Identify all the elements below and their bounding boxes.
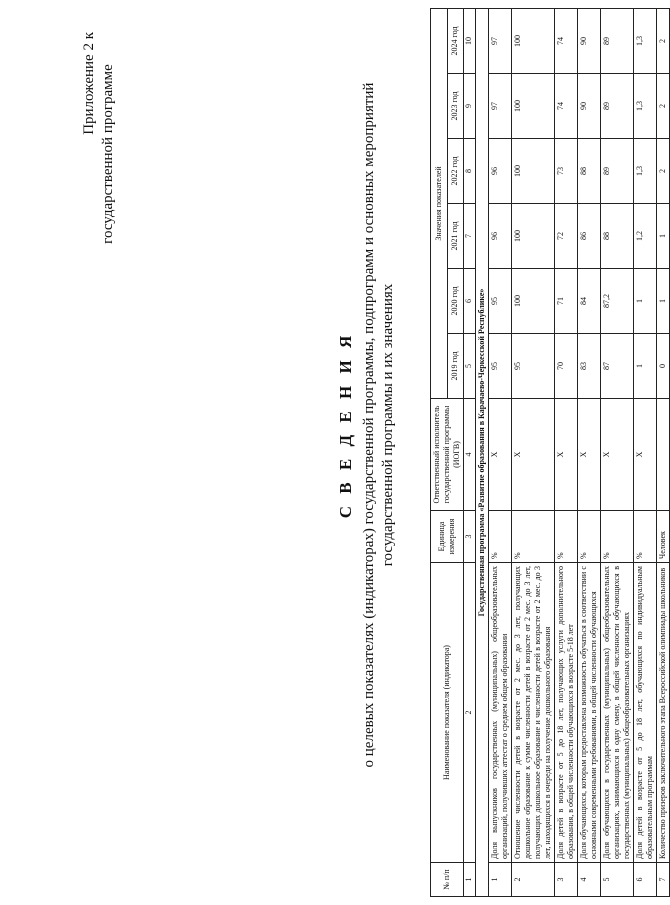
program-title-row <box>476 8 489 896</box>
value-cell: 87 <box>601 334 634 399</box>
value-cell: 84 <box>578 269 601 334</box>
column-number: 4 <box>464 399 476 511</box>
value-cell: 2 <box>657 8 670 73</box>
appendix-line-2: государственной программе <box>100 64 116 244</box>
table-row <box>555 8 578 896</box>
appendix-line-1: Приложение 2 к <box>81 32 97 135</box>
value-cell: 74 <box>555 74 578 139</box>
unit-cell: % <box>489 511 512 563</box>
column-number: 2 <box>464 563 476 863</box>
row-number: 5 <box>601 863 634 897</box>
value-cell: 88 <box>578 139 601 204</box>
indicator-name: Количество призеров заключительного этапа Всероссийской олимпиады школьников <box>657 563 670 863</box>
row-number: 1 <box>489 863 512 897</box>
executor-cell: X <box>489 399 512 511</box>
row-number: 7 <box>657 863 670 897</box>
column-number: 7 <box>464 204 476 269</box>
value-cell: 95 <box>489 334 512 399</box>
table-row <box>601 8 634 896</box>
executor-cell <box>657 399 670 511</box>
indicators-table <box>430 8 670 897</box>
value-cell: 1 <box>634 269 657 334</box>
value-cell: 74 <box>555 8 578 73</box>
indicator-name: Доля обучающихся в государственных (муниципальных) общеобразовательных организациях, занимающихся в одну смену, в общей численности обучающихся в государственных (муниципальных) общеобразовательных организациях <box>601 563 634 863</box>
table-row <box>512 8 555 896</box>
appendix-note <box>80 24 118 284</box>
value-cell: 2 <box>657 74 670 139</box>
value-cell: 90 <box>578 74 601 139</box>
header-name: Наименование показателя (индикатора) <box>431 563 464 863</box>
executor-cell: X <box>578 399 601 511</box>
header-year: 2021 год <box>447 204 464 269</box>
value-cell: 100 <box>512 139 555 204</box>
document-title <box>336 65 398 785</box>
header-year: 2020 год <box>447 269 464 334</box>
column-number: 3 <box>464 511 476 563</box>
value-cell: 100 <box>512 204 555 269</box>
row-number: 2 <box>512 863 555 897</box>
value-cell: 86 <box>578 204 601 269</box>
executor-cell: X <box>555 399 578 511</box>
header-year: 2019 год <box>447 334 464 399</box>
value-cell: 89 <box>601 8 634 73</box>
value-cell: 1 <box>657 204 670 269</box>
indicator-name: Доля детей в возрасте от 5 до 18 лет, получающих услуги дополнительного образования, в общей численности обучающихся в возрасте 5-18 лет <box>555 563 578 863</box>
title-line-1: о целевых показателях (индикаторах) государственной программы, подпрограмм и основных мероприятий <box>361 82 377 768</box>
unit-cell: % <box>634 511 657 563</box>
value-cell: 89 <box>601 74 634 139</box>
value-cell: 1,3 <box>634 74 657 139</box>
table-row <box>657 8 670 896</box>
unit-cell: % <box>578 511 601 563</box>
unit-cell: % <box>555 511 578 563</box>
value-cell: 70 <box>555 334 578 399</box>
value-cell: 97 <box>489 8 512 73</box>
value-cell: 1,3 <box>634 139 657 204</box>
table-row <box>489 8 512 896</box>
table-row <box>634 8 657 896</box>
table-row <box>578 8 601 896</box>
column-number: 10 <box>464 8 476 73</box>
value-cell: 100 <box>512 8 555 73</box>
row-number: 4 <box>578 863 601 897</box>
value-cell: 1 <box>657 269 670 334</box>
title-line-2: государственной программы и их значениях <box>380 283 396 567</box>
value-cell: 96 <box>489 139 512 204</box>
indicator-name: Доля выпускников государственных (муниципальных) общеобразовательных организаций, получивших аттестат о среднем общем образовании <box>489 563 512 863</box>
header-year: 2024 год <box>447 8 464 73</box>
column-number: 6 <box>464 269 476 334</box>
header-num: № п/п <box>431 863 464 897</box>
executor-cell: X <box>634 399 657 511</box>
value-cell: 95 <box>489 269 512 334</box>
indicator-name: Доля детей в возрасте от 5 до 18 лет, обучающихся по индивидуальным образовательным программам <box>634 563 657 863</box>
header-year: 2023 год <box>447 74 464 139</box>
indicator-name: Доля обучающихся, которым предоставлена возможность обучаться в соответствии с основными современными требованиями, в общей численности обучающихся <box>578 563 601 863</box>
unit-cell: % <box>512 511 555 563</box>
column-number: 5 <box>464 334 476 399</box>
column-number: 8 <box>464 139 476 204</box>
value-cell: 100 <box>512 74 555 139</box>
value-cell: 73 <box>555 139 578 204</box>
title-heading: С В Е Д Е Н И Я <box>336 331 355 519</box>
value-cell: 87,2 <box>601 269 634 334</box>
value-cell: 1 <box>634 334 657 399</box>
header-year: 2022 год <box>447 139 464 204</box>
value-cell: 97 <box>489 74 512 139</box>
value-cell: 72 <box>555 204 578 269</box>
value-cell: 1,2 <box>634 204 657 269</box>
header-unit: Единица измерения <box>431 511 464 563</box>
table-body <box>489 8 670 896</box>
row-number: 6 <box>634 863 657 897</box>
value-cell: 100 <box>512 269 555 334</box>
column-number: 9 <box>464 74 476 139</box>
executor-cell: X <box>601 399 634 511</box>
value-cell: 95 <box>512 334 555 399</box>
column-numbers-row <box>464 8 476 896</box>
value-cell: 90 <box>578 8 601 73</box>
value-cell: 2 <box>657 139 670 204</box>
executor-cell: X <box>512 399 555 511</box>
value-cell: 71 <box>555 269 578 334</box>
program-title: Государственная программа «Развитие образования в Карачаево-Черкесской Республике» <box>476 8 489 896</box>
value-cell: 89 <box>601 139 634 204</box>
header-executor: Ответственный исполнитель государственной программы (ИОГВ) <box>431 399 464 511</box>
unit-cell: Человек <box>657 511 670 563</box>
value-cell: 1,3 <box>634 8 657 73</box>
value-cell: 88 <box>601 204 634 269</box>
value-cell: 96 <box>489 204 512 269</box>
row-number: 3 <box>555 863 578 897</box>
value-cell: 83 <box>578 334 601 399</box>
column-number: 1 <box>464 863 476 897</box>
value-cell: 0 <box>657 334 670 399</box>
header-values-group: Значения показателей <box>431 8 448 398</box>
header-row-1 <box>431 8 448 896</box>
indicator-name: Отношение численности детей в возрасте от 2 мес. до 3 лет, получающих дошкольное образование к сумме численности детей в возрасте от 2 мес. до 3 лет, получающих дошкольное образование и численности детей в возрасте от 2 мес. до 3 лет, находящихся в очереди на получение дошкольного образования <box>512 563 555 863</box>
unit-cell: % <box>601 511 634 563</box>
